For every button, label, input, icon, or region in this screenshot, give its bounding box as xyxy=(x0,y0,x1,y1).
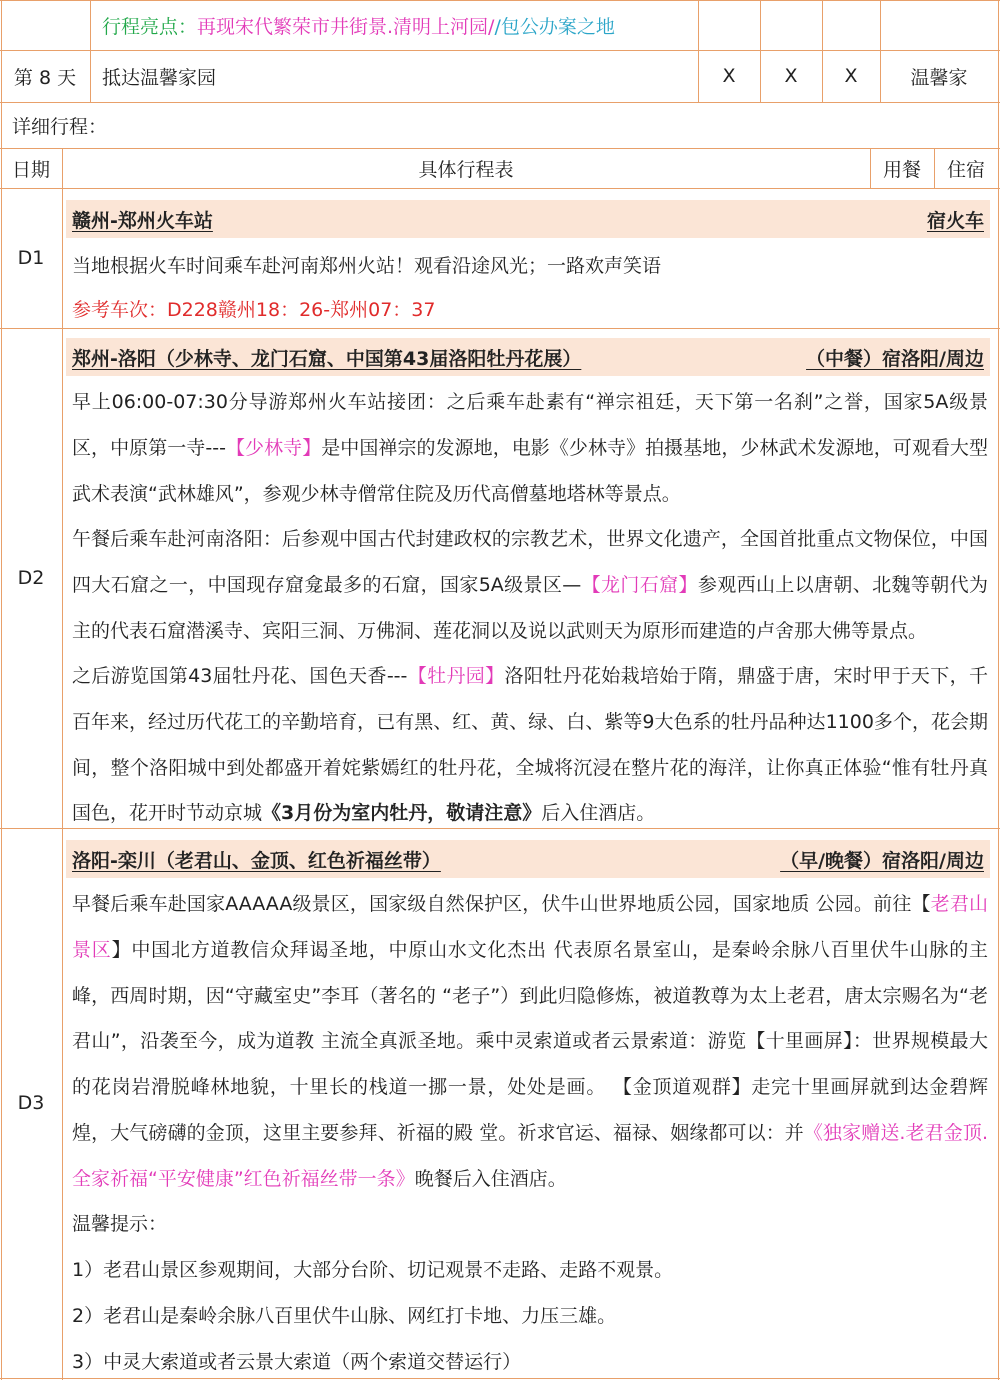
d3-paragraph-1 xyxy=(72,882,988,1203)
d2-title: 郑州-洛阳（少林寺、龙门石窟、中国第43届洛阳牡丹花展） xyxy=(72,347,582,370)
d1-title: 赣州-郑州火车站 xyxy=(72,209,213,232)
d3-p1-text3: 晚餐后入住酒店。 xyxy=(414,1167,567,1190)
d3-stay: （早/晚餐）宿洛阳/周边 xyxy=(780,849,984,872)
d2-p2-text2: 参观西山上以唐朝、北魏等朝代为主的代表石窟潜溪寺、宾阳三洞、万佛洞、莲花洞以及说以武则天为原形而建造的卢舍那大佛等景点。 xyxy=(72,573,988,642)
d2-label: D2 xyxy=(17,567,45,589)
highlight-part1: 再现宋代繁荣市井街景.清明上河园/ xyxy=(197,15,495,38)
d2-p1-shaolin: 【少林寺】 xyxy=(225,436,322,459)
border-line xyxy=(0,102,1000,103)
d1-title-bar xyxy=(66,200,990,238)
d3-tip-3: 3）中灵大索道或者云景大索道（两个索道交替运行） xyxy=(72,1351,522,1373)
d3-title-bar xyxy=(66,840,990,878)
d2-p2-text: 午餐后乘车赴河南洛阳：后参观中国古代封建政权的宗教艺术，世界文化遗产，全国首批重点文物保位，中国四大石窟之一，中国现存窟龛最多的石窟，国家5A级景区— xyxy=(72,528,988,596)
day8-desc: 抵达温馨家园 xyxy=(102,66,217,89)
d3-p1-text2: 】中国北方道教信众拜谒圣地，中原山水文化杰出 代表原名景室山，是秦岭余脉八百里伏牛山脉的主峰，西周时期，因“守藏室史”李耳（著名的 “老子”）到此归隐修炼，被道教尊为太上老君，唐太宗赐名为“老君山”，沿袭至今，成为道教 主流全真派圣地。乘中灵索道或者云景索道：游览【十里画屏】：世界规模最大的花岗岩滑脱峰林地貌，十里长的栈道一挪一景，处处是画。 【金顶道观群】走完十里画屏就到达金碧辉煌，大气磅礴的金顶，这里主要参拜、祈福的殿 堂。祈求官运、福禄、姻缘都可以：并 xyxy=(72,938,988,1144)
header-stay: 住宿 xyxy=(946,158,985,181)
d3-tip-2: 2）老君山是秦岭余脉八百里伏牛山脉、网红打卡地、力压三雄。 xyxy=(72,1305,617,1327)
d2-p3-notice: 《3月份为室内牡丹，敬请注意》 xyxy=(262,802,542,825)
d3-title: 洛阳-栾川（老君山、金顶、红色祈福丝带） xyxy=(72,849,441,872)
d2-p3-peony: 【牡丹园】 xyxy=(407,665,505,687)
d2-p3-text3: 后入住酒店。 xyxy=(541,802,656,825)
d1-train-ref: 参考车次：D228赣州18：26-郑州07：37 xyxy=(72,299,436,321)
d2-p1-text: 早上06:00-07:30分导游郑州火车站接团：之后乘车赴素有“禅宗祖廷，天下第一名刹”之誉，国家5A级景区，中原第一寺--- xyxy=(72,391,988,459)
border-line xyxy=(998,0,999,1380)
d3-p1-laojun: 老君山景区 xyxy=(72,893,988,961)
d3-tip-title: 温馨提示： xyxy=(72,1213,168,1235)
d2-paragraph-1 xyxy=(72,380,988,517)
day8-stay: 温馨家 xyxy=(910,66,968,89)
border-line xyxy=(90,0,91,102)
d2-p1-text2: 是中国禅宗的发源地，电影《少林寺》拍摄基地，少林武术发源地，可观看大型武术表演“武林雄风”，参观少林寺僧常住院及历代高僧墓地塔林等景点。 xyxy=(72,436,988,505)
d2-title-bar xyxy=(66,338,990,376)
d1-stay: 宿火车 xyxy=(926,209,984,232)
d2-p2-longmen: 【龙门石窟】 xyxy=(581,573,698,596)
day8-meal-lunch: X xyxy=(784,65,798,87)
d3-label: D3 xyxy=(17,1092,45,1114)
header-itinerary: 具体行程表 xyxy=(418,158,514,181)
d2-paragraph-3 xyxy=(72,654,988,837)
d3-p1-text: 早餐后乘车赴国家AAAAA级景区，国家级自然保护区，伏牛山世界地质公园，国家地质 公园。前往【 xyxy=(72,893,931,915)
d2-p3-text: 之后游览国第43届牡丹花、国色天香--- xyxy=(72,665,408,687)
d1-label: D1 xyxy=(17,247,45,269)
section-title: 详细行程： xyxy=(12,115,108,138)
d2-stay: （中餐）宿洛阳/周边 xyxy=(806,347,984,370)
d3-tip-1: 1）老君山景区参观期间，大部分台阶、切记观景不走路、走路不观景。 xyxy=(72,1259,674,1281)
border-line xyxy=(62,148,63,1380)
highlight-line xyxy=(102,0,615,50)
d1-line1: 当地根据火车时间乘车赴河南郑州火站！观看沿途风光；一路欢声笑语 xyxy=(72,255,662,277)
day8-label: 第 8 天 xyxy=(13,66,77,89)
highlight-prefix: 行程亮点： xyxy=(102,15,198,38)
day8-meal-breakfast: X xyxy=(722,65,736,87)
d2-paragraph-2 xyxy=(72,517,988,654)
d3-p1-gift: 《独家赠送.老君金顶.全家祈福“平安健康”红色祈福丝带一条》 xyxy=(72,1121,988,1190)
header-meals: 用餐 xyxy=(882,158,921,181)
header-date: 日期 xyxy=(11,158,50,181)
border-line xyxy=(0,188,1000,189)
d2-p3-text2: 洛阳牡丹花始栽培始于隋，鼎盛于唐，宋时甲于天下，千百年来，经过历代花工的辛勤培育，已有黑、红、黄、绿、白、紫等9大色系的牡丹品种达1100多个，花会期间，整个洛阳城中到处都盛开着姹紫嫣红的牡丹花，全城将沉浸在整片花的海洋，让你真正体验“惟有牡丹真国色，花开时节动京城 xyxy=(72,665,988,825)
highlight-part2: /包公办案之地 xyxy=(494,15,615,38)
day8-meal-dinner: X xyxy=(844,65,858,87)
